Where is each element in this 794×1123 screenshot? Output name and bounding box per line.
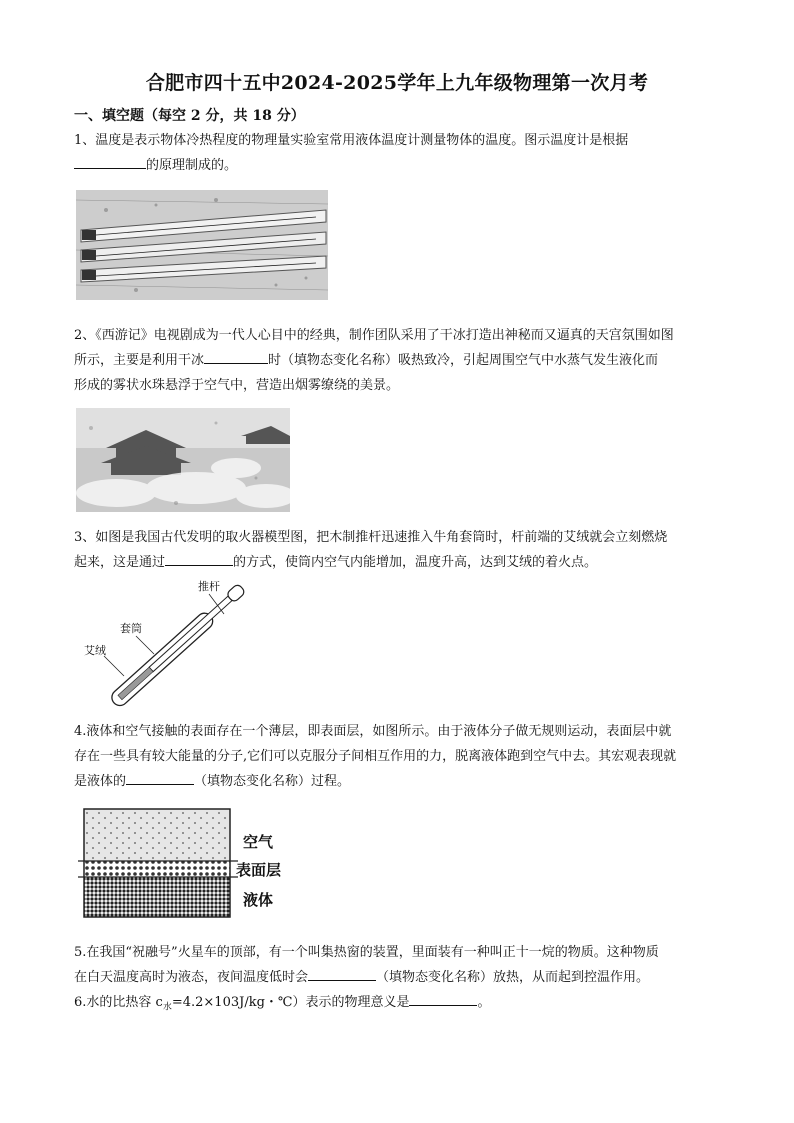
answer-blank — [409, 990, 477, 1006]
q3-line1: 3、如图是我国古代发明的取火器模型图，把木制推杆迅速推入牛角套筒时，杆前端的艾绒就会立刻燃烧 — [74, 530, 668, 545]
exam-title: 合肥市四十五中2024-2025学年上九年级物理第一次月考 — [145, 72, 649, 94]
label-tube: 套筒 — [120, 622, 142, 635]
q4-line3a: 是液体的 — [74, 774, 127, 789]
q6-sub: 水 — [162, 1002, 172, 1013]
q6-mid: =4.2×103J/kg・℃）表示的物理意义是 — [171, 995, 410, 1010]
q2-line1: 2、《西游记》电视剧成为一代人心目中的经典，制作团队采用了干冰打造出神秘而又逼真的天宫氛围如图 — [74, 328, 674, 343]
answer-blank — [165, 550, 233, 566]
answer-blank — [74, 153, 146, 169]
fire-starter-diagram — [76, 576, 256, 711]
q2-line3: 形成的雾状水珠悬浮于空气中，营造出烟雾缭绕的美景。 — [74, 378, 400, 393]
q5-line2b: （填物态变化名称）放热，从而起到控温作用。 — [376, 970, 650, 985]
q4-line3b: （填物态变化名称）过程。 — [194, 774, 351, 789]
label-liquid: 液体 — [243, 891, 274, 909]
q6-pre: 6.水的比热容 c — [74, 995, 163, 1010]
q2-line2a: 所示，主要是利用干冰 — [74, 353, 205, 368]
q6-end: 。 — [477, 995, 491, 1010]
question-5 — [74, 940, 724, 990]
q5-line1: 5.在我国“祝融号”火星车的顶部，有一个叫集热窗的装置，里面装有一种叫正十一烷的物质。这种物质 — [74, 945, 659, 960]
surface-layer-diagram — [78, 805, 298, 921]
q3-line2a: 起来，这是通过 — [74, 555, 166, 570]
question-4 — [74, 719, 724, 794]
question-2 — [74, 323, 724, 398]
label-moxa: 艾绒 — [84, 644, 106, 657]
question-6 — [74, 990, 724, 1021]
q2-line2b: 时（填物态变化名称）吸热致冷，引起周围空气中水蒸气发生液化而 — [268, 353, 659, 368]
q4-line2: 存在一些具有较大能量的分子,它们可以克服分子间相互作用的力，脱离液体跑到空气中去。其宏观表现就 — [74, 749, 677, 764]
answer-blank — [126, 769, 194, 785]
q1-line1: 1、温度是表示物体冷热程度的物理量实验室常用液体温度计测量物体的温度。图示温度计是根据 — [74, 133, 629, 148]
answer-blank — [204, 348, 268, 364]
label-surface-layer: 表面层 — [236, 861, 282, 879]
label-air: 空气 — [243, 833, 274, 851]
q5-line2a: 在白天温度高时为液态，夜间温度低时会 — [74, 970, 309, 985]
answer-blank — [308, 965, 376, 981]
q4-line1: 4.液体和空气接触的表面存在一个薄层，即表面层，如图所示。由于液体分子做无规则运动，表面层中就 — [74, 724, 672, 739]
label-rod: 推杆 — [198, 580, 220, 593]
question-3 — [74, 525, 724, 575]
question-1 — [74, 128, 724, 178]
q3-line2b: 的方式，使筒内空气内能增加，温度升高，达到艾绒的着火点。 — [233, 555, 598, 570]
thermometer-photo — [76, 190, 328, 300]
q1-after: 的原理制成的。 — [146, 158, 238, 173]
palace-photo — [76, 408, 290, 512]
section-heading: 一、填空题（每空 2 分，共 18 分） — [74, 108, 305, 124]
